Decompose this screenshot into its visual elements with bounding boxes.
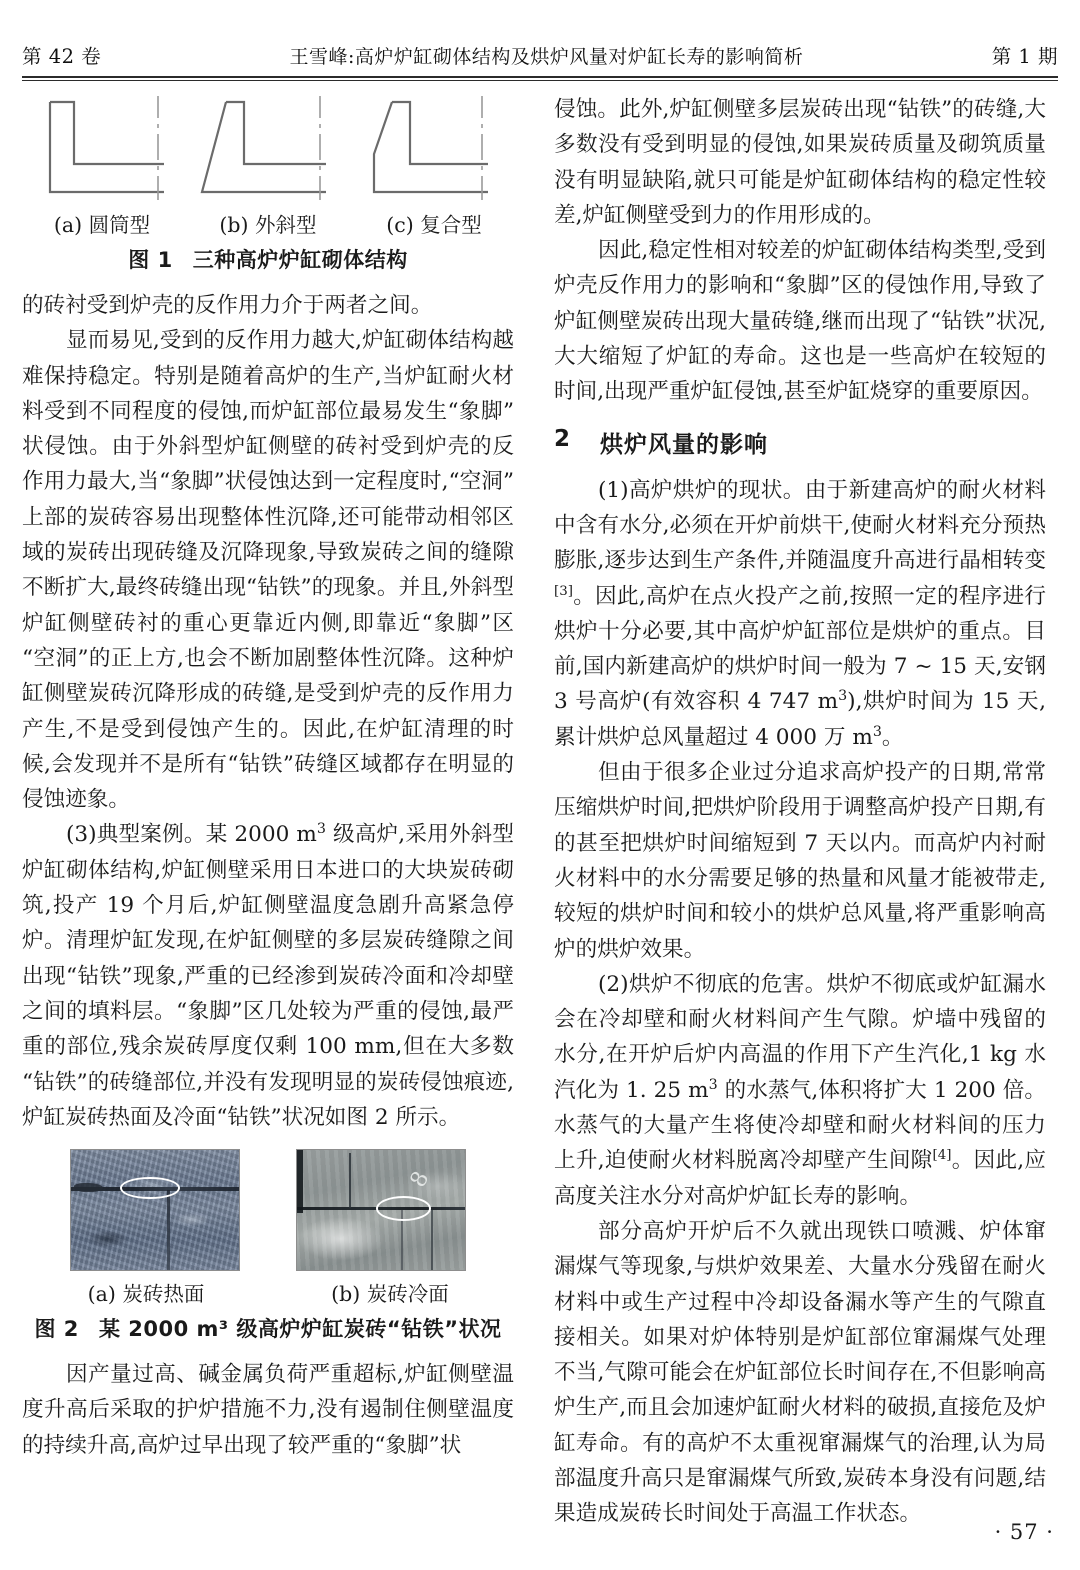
right-paragraph-2: 因此,稳定性相对较差的炉缸砌体结构类型,受到炉壳反作用力的影响和“象脚”区的侵蚀作用,导致了炉缸侧壁炭砖出现大量砖缝,继而出现了“钻铁”状况,大大缩短了炉缸的寿命。这也是一些高炉在较短的时间,出现严重炉缸侵蚀,甚至炉缸烧穿的重要原因。	[554, 238, 1046, 405]
annotation-ellipse-cold-face	[376, 1196, 431, 1221]
figure-2-label-a: (a) 炭砖热面	[87, 1282, 205, 1307]
right-paragraph-4: 但由于很多企业过分追求高炉投产的日期,常常压缩烘炉时间,把烘炉阶段用于调整高炉投产日期,有的甚至把烘炉时间缩短到 7 天以内。而高炉内衬耐火材料中的水分需要足够的热量和风量才能被带走,较短的烘炉时间和较小的烘炉总风量,将严重影响高炉的烘炉效果。	[554, 760, 1046, 962]
right-p3-part-c: ),烘炉时间为 15 天,累计烘炉总风量超过 4 000 万 m	[554, 689, 1046, 750]
cubic-meter-exponent-airflow: 3	[872, 723, 882, 740]
citation-ref-3: [3]	[554, 583, 573, 599]
chalk-mark-8: 8	[405, 1167, 435, 1192]
left-paragraph-4: 因产量过高、碱金属负荷严重超标,炉缸侧壁温度升高后采取的护炉措施不力,没有遏制住侧壁温度的持续升高,高炉过早出现了较严重的“象脚”状	[22, 1362, 514, 1458]
header-rule	[22, 76, 1058, 81]
cubic-meter-exponent-steam: 3	[708, 1076, 718, 1093]
section-number: 2	[554, 425, 572, 452]
right-p5-part-b: 的水蒸气,体积将扩大 1 200 倍。水蒸气的大量产生将使冷却壁和耐火材料间的压力上升,迫使耐火材料脱离冷却壁产生间隙	[554, 1077, 1046, 1174]
left-paragraph-3	[22, 817, 514, 1135]
page-number: · 57 ·	[994, 1520, 1054, 1544]
cubic-meter-exponent-volume: 3	[838, 688, 848, 705]
right-p3-part-d: 。	[881, 724, 904, 750]
figure-1-label-b: (b) 外斜型	[219, 213, 317, 237]
figure-1-sublabels	[22, 204, 514, 238]
right-p3-part-b: 。因此,高炉在点火投产之前,按照一定的程序进行烘炉十分必要,其中高炉炉缸部位是烘炉的重点。目前,国内新建高炉的烘炉时间一般为 7 ~ 15 天,安钢 3 号高炉(有效容积 4 747 m	[554, 583, 1046, 715]
volume-label: 第 42 卷	[22, 45, 102, 68]
figure-1-caption-number: 图 1	[128, 248, 173, 272]
figure-2-sublabels	[22, 1271, 514, 1307]
figure-2-photos	[22, 1149, 514, 1271]
left-p3-part-a: (3)典型案例。某 2000 m	[66, 822, 317, 848]
figure-1-label-c: (c) 复合型	[386, 213, 482, 237]
left-paragraph-2: 显而易见,受到的反作用力越大,炉缸砌体结构越难保持稳定。特别是随着高炉的生产,当炉缸耐火材料受到不同程度的侵蚀,而炉缸部位最易发生“象脚”状侵蚀。由于外斜型炉缸侧壁的砖衬受到炉壳的反作用力最大,当“象脚”状侵蚀达到一定程度时,“空洞”上部的炭砖容易出现整体性沉降,还可能带动相邻区域的炭砖出现砖缝及沉降现象,导致炭砖之间的缝隙不断扩大,最终砖缝出现“钻铁”的现象。并且,外斜型炉缸侧壁砖衬的重心更靠近内侧,即靠近“象脚”区“空洞”的正上方,也会不断加剧整体性沉降。这种炉缸侧壁炭砖沉降形成的砖缝,是受到炉壳的反作用力产生,不是受到侵蚀产生的。因此,在炉缸清理的时候,会发现并不是所有“钻铁”砖缝区域都存在明显的侵蚀迹象。	[22, 328, 514, 813]
photo-carbon-brick-cold-face	[296, 1149, 466, 1271]
right-paragraph-1: 侵蚀。此外,炉缸侧壁多层炭砖出现“钻铁”的砖缝,大多数没有受到明显的侵蚀,如果炭砖质量及砌筑质量没有明显缺陷,就只可能是炉缸砌体结构的稳定性较差,炉缸侧壁受到力的作用形成的。	[554, 97, 1046, 228]
hearth-diagram-cylindrical	[32, 92, 182, 204]
right-paragraph-5	[554, 967, 1046, 1214]
issue-label: 第 1 期	[991, 45, 1058, 68]
hearth-diagram-composite	[356, 92, 506, 204]
photo-carbon-brick-hot-face	[70, 1149, 240, 1271]
figure-2	[22, 1149, 514, 1343]
running-head	[22, 38, 1058, 72]
annotation-ellipse-hot-face	[120, 1177, 180, 1200]
cubic-meter-exponent: 3	[316, 821, 326, 838]
figure-2-label-b: (b) 炭砖冷面	[331, 1282, 449, 1307]
left-column	[22, 92, 514, 1463]
figure-1-label-a: (a) 圆筒型	[53, 213, 151, 237]
right-paragraph-3	[554, 473, 1046, 755]
right-p5-part-c: 。因此,应高度关注水分对高炉炉缸长寿的影响。	[554, 1148, 1046, 1209]
right-paragraph-6: 部分高炉开炉后不久就出现铁口喷溅、炉体窜漏煤气等现象,与烘炉效果差、大量水分残留在耐火材料中或生产过程中冷却设备漏水等产生的气隙直接相关。如果对炉体特别是炉缸部位窜漏煤气处理不当,气隙可能会在炉缸部位长时间存在,不但影响高炉生产,而且会加速炉缸耐火材料的破损,直接危及炉缸寿命。有的高炉不太重视窜漏煤气的治理,认为局部温度升高只是窜漏煤气所致,炭砖本身没有问题,结果造成炭砖长时间处于高温工作状态。	[554, 1218, 1046, 1527]
left-paragraph-1: 的砖衬受到炉壳的反作用力介于两者之间。	[22, 293, 433, 318]
section-title: 烘炉风量的影响	[600, 431, 768, 458]
figure-2-caption-text: 某 2000 m³ 级高炉炉缸炭砖“钻铁”状况	[98, 1317, 502, 1342]
running-title: 王雪峰:高炉炉缸砌体结构及烘炉风量对炉缸长寿的影响简析	[289, 45, 804, 68]
section-heading-2	[554, 426, 1046, 459]
left-p3-part-b: 级高炉,采用外斜型炉缸砌体结构,炉缸侧壁采用日本进口的大块炭砖砌筑,投产 19 个月后,炉缸侧壁温度急剧升高紧急停炉。清理炉缸发现,在炉缸侧壁的多层炭砖缝隙之间出现“钻铁”现象,严重的已经渗到炭砖冷面和冷却壁之间的填料层。“象脚”区几处较为严重的侵蚀,最严重的部位,残余炭砖厚度仅剩 100 mm,但在大多数“钻铁”的砖缝部位,并没有发现明显的炭砖侵蚀痕迹,炉缸炭砖热面及冷面“钻铁”状况如图 2 所示。	[22, 822, 514, 1130]
right-p5-part-a: (2)烘炉不彻底的危害。烘炉不彻底或炉缸漏水会在冷却壁和耐火材料间产生气隙。炉墙中残留的水分,在开炉后炉内高温的作用下产生汽化,1 kg 水汽化为 1. 25 m	[554, 971, 1046, 1103]
figure-1-caption-text: 三种高炉炉缸砌体结构	[192, 248, 408, 272]
figure-2-caption	[22, 1313, 514, 1343]
figure-1-graphics	[22, 92, 514, 204]
citation-ref-4: [4]	[932, 1148, 952, 1164]
right-p3-part-a: (1)高炉烘炉的现状。由于新建高炉的耐火材料中含有水分,必须在开炉前烘干,使耐火材料充分预热膨胀,逐步达到生产条件,并随温度升高进行晶相转变	[554, 477, 1046, 574]
right-column	[554, 92, 1046, 1532]
figure-1-caption	[22, 244, 514, 274]
hearth-diagram-outward-sloping	[194, 92, 344, 204]
figure-1	[22, 92, 514, 274]
figure-2-caption-number: 图 2	[34, 1317, 79, 1342]
